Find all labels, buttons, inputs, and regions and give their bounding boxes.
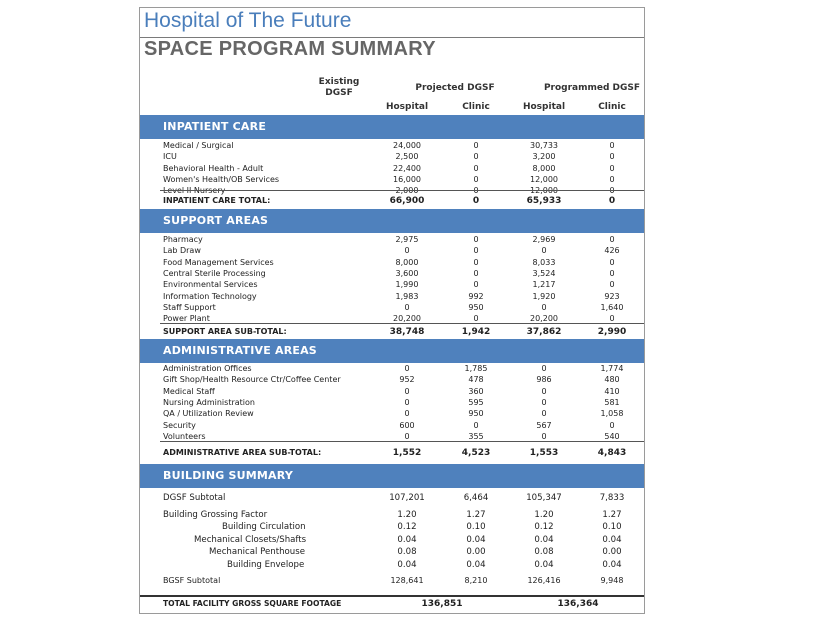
header-projected-clinic: Clinic	[462, 102, 490, 112]
cell-projected-hospital: 0	[404, 409, 410, 419]
cell-projected-clinic: 0	[473, 246, 479, 256]
cell-programmed-hospital: 30,733	[530, 141, 558, 150]
cell-programmed-clinic: 0	[609, 280, 615, 290]
cell-programmed-hospital: 567	[536, 420, 552, 430]
cell-programmed-hospital: 986	[536, 375, 552, 385]
cell-projected-clinic: 0	[473, 186, 479, 196]
cell-programmed-clinic: 426	[604, 246, 620, 256]
cell-programmed-hospital: 1.20	[534, 510, 554, 520]
document-title: Hospital of The Future	[144, 9, 352, 32]
table-row	[140, 303, 644, 313]
cell-projected-clinic: 0.10	[466, 522, 486, 532]
cell-programmed-clinic: 0	[609, 141, 615, 150]
total-label: INPATIENT CARE TOTAL:	[163, 196, 271, 205]
cell-programmed-hospital: 105,347	[526, 493, 562, 503]
row-label: Mechanical Penthouse	[209, 547, 305, 557]
header-existing-line2: DGSF	[325, 88, 353, 98]
cell-projected-hospital: 2,000	[395, 186, 419, 196]
cell-projected-clinic: 6,464	[463, 493, 489, 503]
total-projected-clinic: 1,942	[461, 327, 491, 337]
cell-programmed-clinic: 0.04	[602, 535, 622, 545]
row-label: QA / Utilization Review	[163, 409, 254, 419]
table-row	[140, 235, 644, 245]
cell-projected-hospital: 8,000	[395, 257, 419, 267]
table-row	[140, 409, 644, 419]
cell-programmed-hospital: 12,000	[530, 186, 558, 196]
total-programmed-clinic: 2,990	[597, 327, 627, 337]
cell-projected-hospital: 0	[404, 386, 410, 396]
document-subtitle: SPACE PROGRAM SUMMARY	[144, 38, 436, 60]
table-row	[140, 280, 644, 290]
cell-projected-hospital: 0.12	[397, 522, 417, 532]
row-label: Mechanical Closets/Shafts	[194, 535, 307, 545]
space-program-document	[139, 7, 645, 614]
cell-programmed-hospital: 1,217	[532, 280, 556, 290]
header-programmed-clinic: Clinic	[598, 102, 626, 112]
cell-projected-hospital: 0	[404, 431, 410, 441]
total-projected-clinic: 4,523	[461, 448, 491, 458]
cell-projected-clinic: 1.27	[466, 510, 486, 520]
row-label: Women's Health/OB Services	[163, 174, 280, 184]
cell-programmed-hospital: 0.04	[534, 535, 554, 545]
grand-total-programmed: 136,364	[557, 599, 599, 609]
building-dgsf-row	[140, 493, 644, 503]
cell-projected-clinic: 0.04	[466, 560, 486, 570]
cell-programmed-clinic: 1,774	[600, 364, 624, 373]
cell-programmed-hospital: 0	[541, 397, 547, 407]
section-band-inpatient: INPATIENT CARE	[140, 115, 644, 139]
row-label: Behavioral Health - Adult	[163, 163, 264, 173]
row-label: Central Sterile Processing	[163, 268, 266, 278]
cell-projected-clinic: 1,785	[464, 364, 488, 373]
total-projected-clinic: 0	[472, 196, 480, 206]
cell-projected-clinic: 360	[468, 386, 484, 396]
cell-projected-clinic: 8,210	[464, 576, 488, 585]
cell-programmed-clinic: 1,640	[600, 302, 624, 312]
row-label: Staff Support	[163, 302, 216, 312]
section-band-admin: ADMINISTRATIVE AREAS	[140, 339, 644, 363]
cell-programmed-hospital: 0.08	[534, 547, 554, 557]
row-label: Pharmacy	[163, 235, 203, 244]
cell-projected-clinic: 0	[473, 152, 479, 162]
cell-projected-clinic: 355	[468, 431, 484, 441]
cell-projected-clinic: 0	[473, 257, 479, 267]
cell-projected-hospital: 107,201	[389, 493, 425, 503]
row-label: Lab Draw	[163, 246, 201, 256]
row-label: BGSF Subtotal	[163, 576, 221, 585]
total-programmed-hospital: 65,933	[526, 196, 562, 206]
cell-programmed-clinic: 7,833	[599, 493, 625, 503]
table-row	[140, 246, 644, 256]
cell-projected-hospital: 600	[399, 420, 415, 430]
total-label: SUPPORT AREA SUB-TOTAL:	[163, 327, 287, 336]
cell-programmed-hospital: 0	[541, 246, 547, 256]
cell-projected-clinic: 0	[473, 235, 479, 244]
cell-projected-clinic: 950	[468, 409, 484, 419]
header-projected-hospital: Hospital	[385, 102, 429, 112]
cell-projected-hospital: 16,000	[393, 174, 421, 184]
cell-projected-hospital: 2,500	[395, 152, 419, 162]
header-programmed: Programmed DGSF	[543, 83, 641, 93]
cell-projected-hospital: 22,400	[393, 163, 421, 173]
cell-programmed-clinic: 1,058	[600, 409, 624, 419]
inpatient-total-row	[140, 196, 644, 206]
grand-total-label: TOTAL FACILITY GROSS SQUARE FOOTAGE	[163, 599, 342, 608]
cell-programmed-clinic: 1.27	[602, 510, 622, 520]
cell-programmed-hospital: 0	[541, 386, 547, 396]
table-row	[140, 269, 644, 279]
header-projected: Projected DGSF	[415, 83, 495, 93]
cell-projected-hospital: 0	[404, 246, 410, 256]
cell-projected-hospital: 3,600	[395, 268, 419, 278]
cell-projected-hospital: 0.08	[397, 547, 417, 557]
cell-projected-hospital: 128,641	[390, 576, 424, 585]
cell-programmed-hospital: 3,200	[532, 152, 556, 162]
cell-projected-hospital: 20,200	[393, 314, 421, 324]
table-row	[140, 152, 644, 162]
table-row	[140, 398, 644, 408]
row-label: ICU	[163, 152, 177, 162]
table-row	[140, 141, 644, 151]
cell-programmed-clinic: 0	[609, 314, 615, 324]
table-row	[140, 421, 644, 431]
total-programmed-clinic: 0	[608, 196, 616, 206]
cell-programmed-clinic: 581	[604, 397, 620, 407]
cell-projected-clinic: 0	[473, 141, 479, 150]
row-label: DGSF Subtotal	[163, 493, 226, 503]
total-projected-hospital: 66,900	[389, 196, 425, 206]
row-label: Power Plant	[163, 314, 210, 324]
cell-programmed-clinic: 410	[604, 386, 620, 396]
cell-programmed-hospital: 12,000	[530, 174, 558, 184]
row-label: Building Envelope	[227, 560, 305, 570]
table-row	[140, 364, 644, 374]
grand-total-divider	[140, 595, 644, 597]
section-band-building: BUILDING SUMMARY	[140, 464, 644, 488]
total-programmed-hospital: 37,862	[526, 327, 562, 337]
header-programmed-hospital: Hospital	[522, 102, 566, 112]
cell-programmed-hospital: 126,416	[527, 576, 561, 585]
header-existing-line1: Existing	[318, 77, 360, 87]
building-bgsf-row	[140, 576, 644, 586]
row-label: Building Grossing Factor	[163, 510, 268, 520]
cell-programmed-hospital: 0.12	[534, 522, 554, 532]
cell-programmed-hospital: 1,920	[532, 291, 556, 301]
cell-programmed-clinic: 480	[604, 375, 620, 385]
cell-programmed-hospital: 8,033	[532, 257, 556, 267]
cell-projected-hospital: 0	[404, 397, 410, 407]
section-band-support: SUPPORT AREAS	[140, 209, 644, 233]
cell-projected-clinic: 0	[473, 420, 479, 430]
building-envelope-row	[140, 560, 644, 570]
cell-projected-clinic: 0	[473, 174, 479, 184]
cell-projected-hospital: 1.20	[397, 510, 417, 520]
cell-programmed-clinic: 0	[609, 174, 615, 184]
cell-programmed-hospital: 0	[541, 409, 547, 419]
cell-programmed-clinic: 0	[609, 257, 615, 267]
cell-projected-clinic: 0	[473, 163, 479, 173]
cell-programmed-clinic: 0	[609, 235, 615, 244]
cell-programmed-hospital: 0	[541, 431, 547, 441]
cell-projected-hospital: 0	[404, 364, 410, 373]
support-divider	[160, 323, 644, 324]
table-row	[140, 375, 644, 385]
cell-projected-hospital: 0.04	[397, 560, 417, 570]
admin-divider	[160, 441, 644, 442]
cell-programmed-hospital: 2,969	[532, 235, 556, 244]
cell-programmed-hospital: 3,524	[532, 268, 556, 278]
admin-total-row	[140, 448, 644, 458]
cell-projected-clinic: 0	[473, 280, 479, 290]
header-existing	[311, 77, 367, 99]
total-programmed-hospital: 1,553	[529, 448, 559, 458]
cell-projected-hospital: 2,975	[395, 235, 419, 244]
cell-projected-hospital: 952	[399, 375, 415, 385]
row-label: Building Circulation	[222, 522, 306, 532]
cell-programmed-hospital: 8,000	[532, 163, 556, 173]
cell-programmed-hospital: 20,200	[530, 314, 558, 324]
cell-programmed-clinic: 0.04	[602, 560, 622, 570]
cell-programmed-clinic: 0.10	[602, 522, 622, 532]
cell-programmed-clinic: 0	[609, 420, 615, 430]
inpatient-divider	[160, 190, 644, 191]
cell-programmed-clinic: 0.00	[602, 547, 622, 557]
total-programmed-clinic: 4,843	[597, 448, 627, 458]
cell-programmed-clinic: 0	[609, 163, 615, 173]
cell-programmed-clinic: 0	[609, 152, 615, 162]
row-label: Environmental Services	[163, 280, 258, 290]
building-penthouse-row	[140, 547, 644, 557]
total-projected-hospital: 1,552	[392, 448, 422, 458]
row-label: Security	[163, 420, 196, 430]
cell-projected-hospital: 0.04	[397, 535, 417, 545]
cell-projected-clinic: 0	[473, 314, 479, 324]
row-label: Food Management Services	[163, 257, 274, 267]
building-mechanical-closets-row	[140, 535, 644, 545]
cell-projected-clinic: 0	[473, 268, 479, 278]
cell-programmed-clinic: 923	[604, 291, 620, 301]
row-label: Nursing Administration	[163, 397, 255, 407]
table-row	[140, 175, 644, 185]
row-label: Volunteers	[163, 431, 206, 441]
cell-projected-clinic: 595	[468, 397, 484, 407]
row-label: Gift Shop/Health Resource Ctr/Coffee Center	[163, 375, 341, 385]
row-label: Medical Staff	[163, 386, 215, 396]
total-projected-hospital: 38,748	[389, 327, 425, 337]
row-label: Medical / Surgical	[163, 141, 234, 150]
grand-total-row	[140, 598, 644, 610]
support-total-row	[140, 327, 644, 337]
cell-programmed-clinic: 9,948	[600, 576, 624, 585]
cell-projected-clinic: 0.04	[466, 535, 486, 545]
building-factor-row	[140, 510, 644, 520]
cell-programmed-clinic: 540	[604, 431, 620, 441]
building-circulation-row	[140, 522, 644, 532]
cell-programmed-clinic: 0	[609, 186, 615, 196]
cell-programmed-clinic: 0	[609, 268, 615, 278]
table-row	[140, 258, 644, 268]
cell-programmed-hospital: 0.04	[534, 560, 554, 570]
total-label: ADMINISTRATIVE AREA SUB-TOTAL:	[163, 448, 322, 457]
row-label: Administration Offices	[163, 364, 252, 373]
cell-projected-clinic: 478	[468, 375, 484, 385]
row-label: Information Technology	[163, 291, 257, 301]
cell-programmed-hospital: 0	[541, 302, 547, 312]
table-row	[140, 387, 644, 397]
cell-projected-hospital: 24,000	[393, 141, 421, 150]
row-label: Level II Nursery	[163, 186, 226, 196]
cell-programmed-hospital: 0	[541, 364, 547, 373]
cell-projected-hospital: 1,990	[395, 280, 419, 290]
cell-projected-hospital: 0	[404, 302, 410, 312]
cell-projected-clinic: 950	[468, 302, 484, 312]
table-row	[140, 292, 644, 302]
cell-projected-hospital: 1,983	[395, 291, 419, 301]
table-row	[140, 186, 644, 196]
table-row	[140, 164, 644, 174]
grand-total-projected: 136,851	[421, 599, 463, 609]
cell-projected-clinic: 0.00	[466, 547, 486, 557]
cell-projected-clinic: 992	[468, 291, 484, 301]
